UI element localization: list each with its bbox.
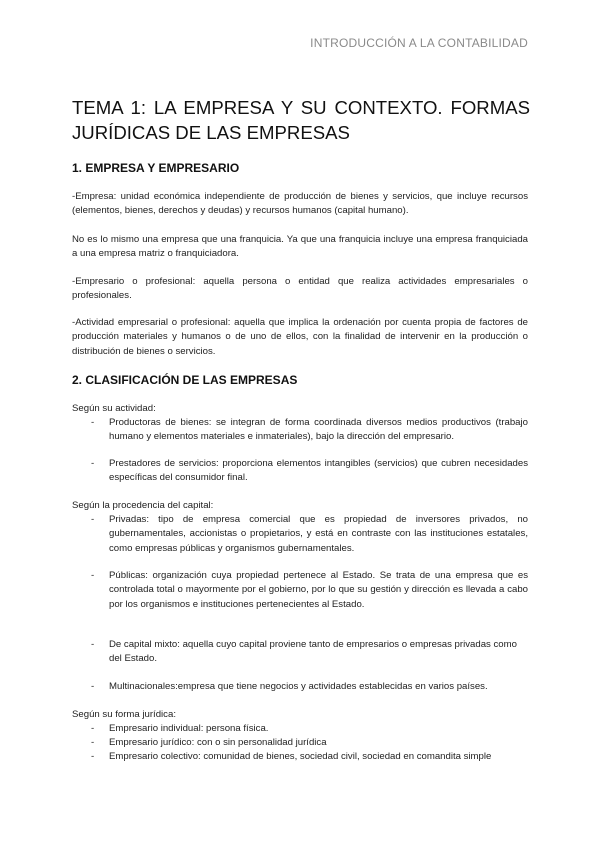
list-item bbox=[91, 416, 528, 445]
list-item-text: Privadas: tipo de empresa comercial que es propiedad de inversores privados, no gubernamentales, accionistas o propietarios, y está en contraste con las instituciones estatales, como empresas públicas y organismos gubernamentales. bbox=[109, 514, 528, 554]
list-item bbox=[91, 680, 528, 694]
group-label-forma-juridica: Según su forma jurídica: bbox=[72, 709, 176, 720]
bullet-marker: - bbox=[91, 417, 95, 428]
bullet-marker: - bbox=[91, 681, 95, 692]
paragraph-franquicia: No es lo mismo una empresa que una franquicia. Ya que una franquicia incluye una empresa franquiciada a una empresa matriz o franquiciadora. bbox=[72, 234, 528, 260]
list-item bbox=[91, 513, 528, 556]
paragraph-actividad: -Actividad empresarial o profesional: aquella que implica la ordenación por cuenta propia de factores de producción materiales y humanos o de uno de ellos, con la finalidad de intervenir en la producción o distribución de bienes o servicios. bbox=[72, 317, 528, 357]
list-item bbox=[91, 750, 528, 764]
document-title: TEMA 1: LA EMPRESA Y SU CONTEXTO. FORMAS JURÍDICAS DE LAS EMPRESAS bbox=[72, 97, 530, 143]
list-item-text: Prestadores de servicios: proporciona elementos intangibles (servicios) que cubren necesidades específicas del consumidor final. bbox=[109, 458, 528, 484]
list-item bbox=[91, 736, 528, 750]
group-label-capital: Según la procedencia del capital: bbox=[72, 500, 214, 511]
bullet-marker: - bbox=[91, 639, 95, 650]
section-2-heading: 2. CLASIFICACIÓN DE LAS EMPRESAS bbox=[72, 373, 298, 387]
list-item bbox=[91, 722, 528, 736]
bullet-marker: - bbox=[91, 514, 95, 525]
list-item-text: Multinacionales:empresa que tiene negocios y actividades establecidas en varios países. bbox=[109, 681, 488, 692]
bullet-marker: - bbox=[91, 458, 95, 469]
paragraph-empresa: -Empresa: unidad económica independiente de producción de bienes y servicios, que incluye recursos (elementos, bienes, derechos y deudas) y recursos humanos (capital humano). bbox=[72, 191, 528, 217]
paragraph-empresario: -Empresario o profesional: aquella persona o entidad que realiza actividades empresariales o profesionales. bbox=[72, 276, 528, 302]
list-item bbox=[91, 638, 528, 667]
bullet-marker: - bbox=[91, 723, 95, 734]
list-item-text: Empresario jurídico: con o sin personalidad jurídica bbox=[109, 737, 327, 748]
bullet-marker: - bbox=[91, 570, 95, 581]
list-item-text: De capital mixto: aquella cuyo capital proviene tanto de empresarios o empresas privadas como del Estado. bbox=[109, 639, 517, 665]
bullet-marker: - bbox=[91, 737, 95, 748]
list-item bbox=[91, 569, 528, 612]
group-label-actividad: Según su actividad: bbox=[72, 403, 156, 414]
list-item bbox=[91, 457, 528, 486]
list-item-text: Públicas: organización cuya propiedad pertenece al Estado. Se trata de una empresa que es controlada total o mayormente por el gobierno, por lo que su gestión y dirección es llevada a cabo por los organismos e instituciones pertenecientes al Estado. bbox=[109, 570, 528, 610]
bullet-marker: - bbox=[91, 751, 95, 762]
list-item-text: Empresario individual: persona física. bbox=[109, 723, 269, 734]
list-item-text: Productoras de bienes: se integran de forma coordinada diversos medios productivos (trabajo humano y elementos materiales e inmateriales), bajo la dirección del empresario. bbox=[109, 417, 528, 443]
section-1-heading: 1. EMPRESA Y EMPRESARIO bbox=[72, 161, 240, 175]
running-header: INTRODUCCIÓN A LA CONTABILIDAD bbox=[310, 36, 528, 50]
list-item-text: Empresario colectivo: comunidad de bienes, sociedad civil, sociedad en comandita simple bbox=[109, 751, 492, 762]
